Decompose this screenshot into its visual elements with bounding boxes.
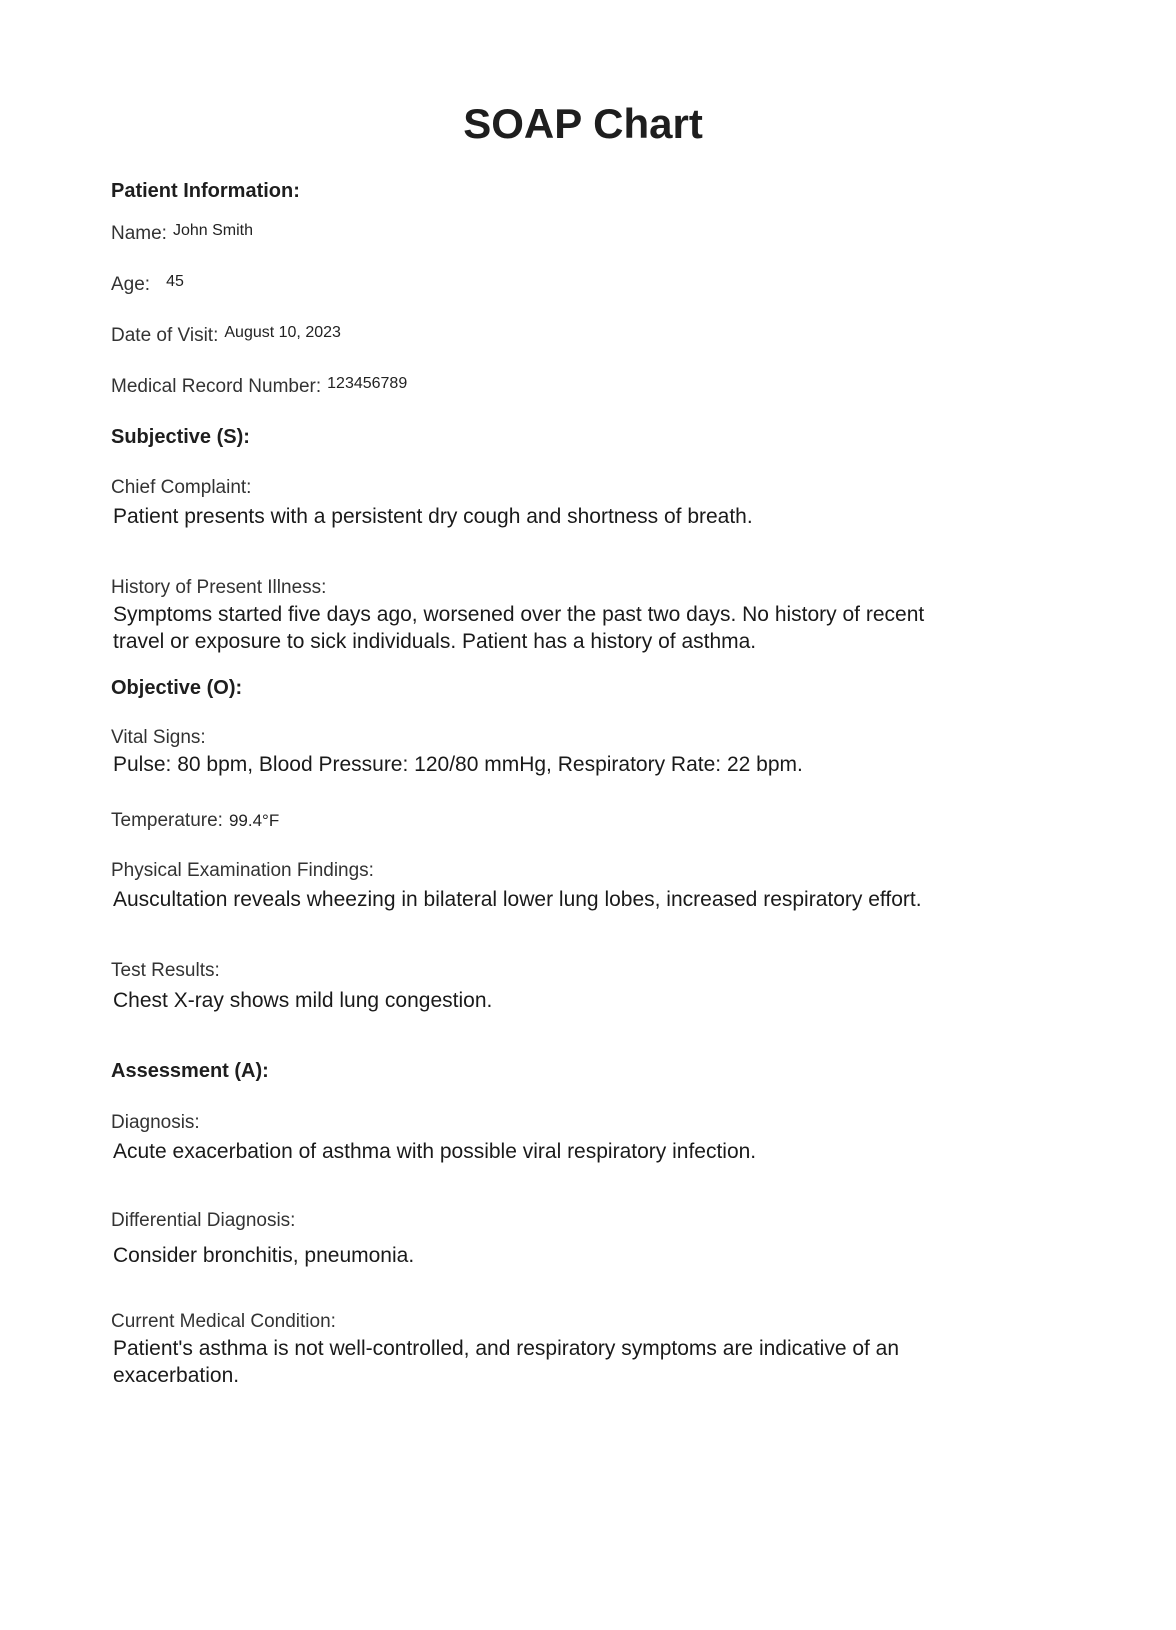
date-field bbox=[111, 326, 341, 345]
diagnosis-text: Acute exacerbation of asthma with possible viral respiratory infection. bbox=[113, 1140, 757, 1163]
age-field bbox=[111, 275, 184, 294]
name-label: Name: bbox=[111, 223, 167, 244]
exam-text: Auscultation reveals wheezing in bilateral lower lung lobes, increased respiratory effort. bbox=[113, 888, 922, 911]
differential-diagnosis-text: Consider bronchitis, pneumonia. bbox=[113, 1244, 415, 1267]
test-results-label: Test Results: bbox=[111, 960, 220, 981]
objective-heading: Objective (O): bbox=[111, 677, 243, 699]
current-condition-text-line-1: Patient's asthma is not well-controlled, and respiratory symptoms are indicative of an bbox=[113, 1337, 900, 1360]
differential-diagnosis-label: Differential Diagnosis: bbox=[111, 1210, 296, 1231]
mrn-value: 123456789 bbox=[327, 375, 408, 392]
assessment-heading: Assessment (A): bbox=[111, 1060, 269, 1082]
test-results-text: Chest X-ray shows mild lung congestion. bbox=[113, 989, 493, 1012]
subjective-heading: Subjective (S): bbox=[111, 426, 250, 448]
current-condition-label: Current Medical Condition: bbox=[111, 1311, 336, 1332]
chief-complaint-label: Chief Complaint: bbox=[111, 477, 252, 498]
name-field bbox=[111, 224, 253, 243]
name-value: John Smith bbox=[172, 222, 254, 239]
date-value: August 10, 2023 bbox=[224, 324, 341, 341]
diagnosis-label: Diagnosis: bbox=[111, 1112, 200, 1133]
temperature-field bbox=[111, 811, 279, 830]
mrn-label: Medical Record Number: bbox=[111, 376, 322, 397]
mrn-field bbox=[111, 377, 407, 396]
temperature-value: 99.4°F bbox=[228, 811, 280, 830]
temperature-label: Temperature: bbox=[111, 810, 223, 831]
age-label: Age: bbox=[111, 274, 151, 295]
hpi-label: History of Present Illness: bbox=[111, 577, 327, 598]
vital-signs-text: Pulse: 80 bpm, Blood Pressure: 120/80 mmHg, Respiratory Rate: 22 bpm. bbox=[113, 753, 803, 776]
hpi-text-line-2: travel or exposure to sick individuals. Patient has a history of asthma. bbox=[113, 630, 757, 653]
chief-complaint-text: Patient presents with a persistent dry cough and shortness of breath. bbox=[113, 505, 753, 528]
page-title: SOAP Chart bbox=[463, 100, 703, 147]
vital-signs-label: Vital Signs: bbox=[111, 727, 206, 748]
age-value: 45 bbox=[166, 273, 184, 290]
hpi-text-line-1: Symptoms started five days ago, worsened over the past two days. No history of recent bbox=[113, 603, 925, 626]
exam-label: Physical Examination Findings: bbox=[111, 860, 374, 881]
patient-information-heading: Patient Information: bbox=[111, 180, 300, 202]
date-label: Date of Visit: bbox=[111, 325, 219, 346]
current-condition-text-line-2: exacerbation. bbox=[113, 1364, 240, 1387]
